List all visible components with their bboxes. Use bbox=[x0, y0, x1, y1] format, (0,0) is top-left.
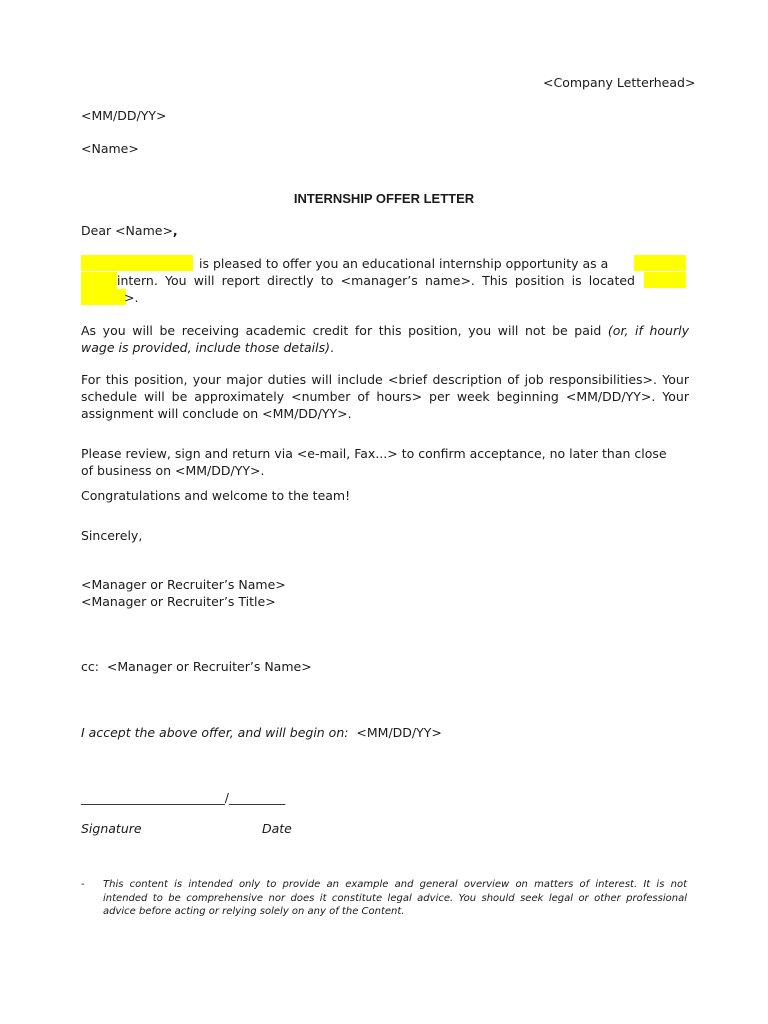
company-name-highlight bbox=[81, 255, 193, 271]
position-title-highlight bbox=[634, 255, 686, 271]
disclaimer-text bbox=[103, 878, 687, 919]
review-line-2: of business on <MM/DD/YY>. bbox=[81, 463, 265, 478]
credit-line-2-italic: wage is provided, include those details) bbox=[81, 340, 330, 355]
acceptance-text: I accept the above offer, and will begin on: bbox=[81, 725, 349, 740]
company-letterhead: <Company Letterhead> bbox=[543, 75, 696, 90]
disclaimer-bullet: - bbox=[81, 879, 85, 890]
signer-name: <Manager or Recruiter’s Name> bbox=[81, 577, 286, 592]
credit-line-1-text: As you will be receiving academic credit for this position, you will not be paid bbox=[81, 323, 602, 338]
intro-line-3: >. bbox=[124, 290, 139, 305]
acceptance-date: <MM/DD/YY> bbox=[356, 725, 442, 740]
signature-label: Signature bbox=[81, 821, 142, 836]
recipient-name: <Name> bbox=[81, 141, 139, 156]
salutation-comma: , bbox=[172, 223, 178, 238]
credit-line-1-italic: (or, if hourly bbox=[607, 323, 689, 338]
date-label: Date bbox=[262, 821, 292, 836]
letter-title: INTERNSHIP OFFER LETTER bbox=[293, 191, 475, 206]
review-line-1: Please review, sign and return via <e-mail, Fax...> to confirm acceptance, no later than close bbox=[81, 446, 667, 461]
acceptance-line bbox=[81, 724, 442, 741]
cc-line bbox=[81, 658, 312, 675]
closing: Sincerely, bbox=[81, 528, 143, 543]
duties-line-2: schedule will be approximately <number of hours> per week beginning <MM/DD/YY>. Your bbox=[81, 389, 689, 404]
credit-line-2 bbox=[81, 339, 689, 356]
credit-line-1 bbox=[81, 322, 689, 339]
letter-date: <MM/DD/YY> bbox=[81, 108, 167, 123]
credit-paragraph bbox=[81, 322, 689, 356]
cc-name: <Manager or Recruiter’s Name> bbox=[106, 659, 312, 674]
signature-date-line: _______________________/_________ bbox=[81, 790, 286, 805]
congratulations-line: Congratulations and welcome to the team! bbox=[81, 488, 351, 503]
cc-label: cc: bbox=[81, 659, 99, 674]
disclaimer-line-2: intended to be comprehensive nor does it constitute legal advice. You should seek legal or other professional bbox=[103, 892, 687, 904]
intro-line-2: intern. You will report directly to <manager’s name>. This position is located bbox=[117, 273, 635, 288]
salutation-text: Dear <Name> bbox=[81, 223, 173, 238]
duties-paragraph bbox=[81, 371, 689, 422]
disclaimer-line-3: advice before acting or relying solely on any of the Content. bbox=[103, 906, 405, 917]
duties-line-1: For this position, your major duties will include <brief description of job responsibilities>. Your bbox=[81, 372, 689, 387]
intro-line-1: is pleased to offer you an educational internship opportunity as a bbox=[199, 256, 609, 271]
position-title-highlight-continued bbox=[81, 272, 117, 305]
salutation bbox=[81, 222, 178, 239]
signer-title: <Manager or Recruiter’s Title> bbox=[81, 594, 276, 609]
duties-line-3: assignment will conclude on <MM/DD/YY>. bbox=[81, 406, 352, 421]
credit-line-2-end: . bbox=[329, 340, 334, 355]
legal-disclaimer bbox=[81, 878, 687, 919]
location-highlight bbox=[644, 272, 686, 288]
disclaimer-line-1: This content is intended only to provide an example and general overview on matters of interest. It is not bbox=[103, 879, 687, 890]
